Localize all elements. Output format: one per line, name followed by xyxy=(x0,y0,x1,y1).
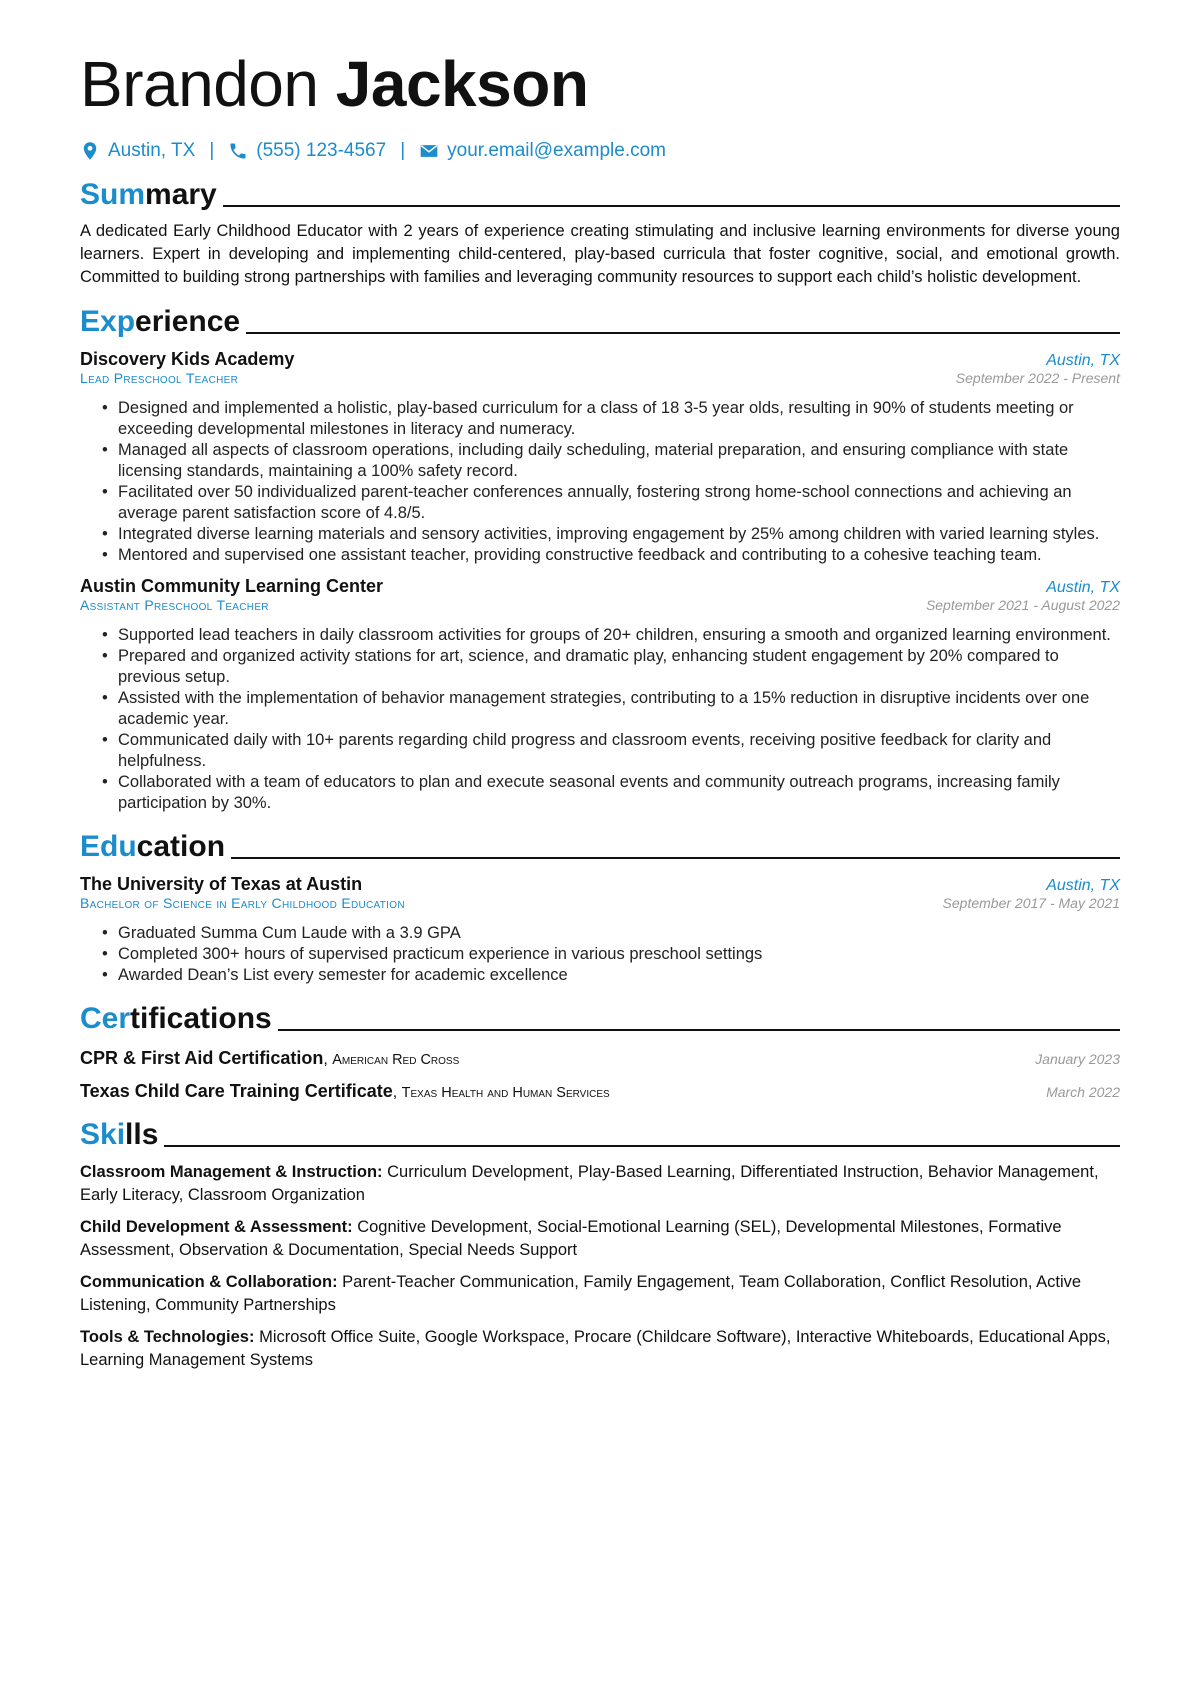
list-item: • Communicated daily with 10+ parents regarding child progress and classroom events, receiving positive feedback for clarity and helpfulness. xyxy=(118,730,1120,772)
candidate-name xyxy=(80,46,1120,122)
school-name: The University of Texas at Austin xyxy=(80,874,363,894)
bullet-list xyxy=(80,625,1120,814)
bullet-list xyxy=(80,923,1120,986)
summary-text: A dedicated Early Childhood Educator with 2 years of experience creating stimulating and inclusive learning environments for diverse young learners. Expert in developing and implementing child-centered, play-based curricula that foster cognitive, social, and emotional growth. Committed to building strong partnerships with families and leveraging community resources to support each child’s holistic development. xyxy=(80,222,1120,286)
section-title: Summary xyxy=(80,178,217,211)
list-item: • Facilitated over 50 individualized parent-teacher conferences annually, fostering strong home-school connections and achieving an average parent satisfaction score of 4.8/5. xyxy=(118,482,1120,524)
certification-issuer: Texas Health and Human Services xyxy=(401,1085,610,1101)
skill-group xyxy=(80,1326,1120,1372)
contact-separator: | xyxy=(400,140,406,161)
section-summary-heading xyxy=(80,172,1120,212)
contact-separator: | xyxy=(209,140,215,161)
skill-group xyxy=(80,1271,1120,1317)
map-pin-icon xyxy=(80,141,100,161)
email-link[interactable]: your.email@example.com xyxy=(447,140,666,161)
phone-text[interactable]: (555) 123-4567 xyxy=(256,140,387,161)
phone-icon xyxy=(228,141,248,161)
section-rule xyxy=(278,1029,1120,1031)
skill-category: Classroom Management & Instruction: xyxy=(80,1163,383,1181)
skill-values: Cognitive Development, Social-Emotional Learning (SEL), Developmental Milestones, Formative Assessment, Observation & Documentation, Special Needs Support xyxy=(80,1218,1062,1259)
skill-category: Child Development & Assessment: xyxy=(80,1218,353,1236)
section-experience-heading xyxy=(80,299,1120,339)
section-skills-heading xyxy=(80,1112,1120,1152)
section-title: Skills xyxy=(80,1118,159,1151)
experience-entry xyxy=(80,349,1120,566)
section-title: Certifications xyxy=(80,1002,272,1035)
entry-location: Austin, TX xyxy=(1046,579,1120,596)
entry-dates: September 2021 - August 2022 xyxy=(925,597,1120,613)
contact-line xyxy=(80,140,1120,162)
skill-category: Communication & Collaboration: xyxy=(80,1273,338,1291)
list-item: • Graduated Summa Cum Laude with a 3.9 GPA xyxy=(118,923,1120,944)
contact-email[interactable] xyxy=(419,140,666,162)
section-title: Experience xyxy=(80,305,241,338)
skill-category: Tools & Technologies: xyxy=(80,1328,255,1346)
skill-group xyxy=(80,1216,1120,1262)
certification-entry xyxy=(80,1081,1120,1102)
list-item: • Mentored and supervised one assistant teacher, providing constructive feedback and contributing to a cohesive teaching team. xyxy=(118,545,1120,566)
certification-issuer: American Red Cross xyxy=(332,1052,460,1068)
entry-dates: September 2017 - May 2021 xyxy=(942,895,1120,911)
job-title: Lead Preschool Teacher xyxy=(80,370,239,386)
list-item: • Prepared and organized activity stations for art, science, and dramatic play, enhancing student engagement by 20% compared to previous setup. xyxy=(118,646,1120,688)
last-name: Jackson xyxy=(335,48,589,120)
job-title: Assistant Preschool Teacher xyxy=(80,597,269,613)
list-item: • Supported lead teachers in daily classroom activities for groups of 20+ children, ensuring a smooth and organized learning environment. xyxy=(118,625,1120,646)
employer-name: Discovery Kids Academy xyxy=(80,349,295,369)
section-rule xyxy=(164,1145,1120,1147)
list-item: • Collaborated with a team of educators to plan and execute seasonal events and community outreach programs, increasing family participation by 30%. xyxy=(118,772,1120,814)
entry-location: Austin, TX xyxy=(1046,877,1120,894)
list-item: • Completed 300+ hours of supervised practicum experience in various preschool settings xyxy=(118,944,1120,965)
education-entry xyxy=(80,874,1120,986)
list-item: • Awarded Dean’s List every semester for academic excellence xyxy=(118,965,1120,986)
certification-date: January 2023 xyxy=(1035,1051,1120,1067)
list-item: • Integrated diverse learning materials and sensory activities, improving engagement by 25% among children with varied learning styles. xyxy=(118,524,1120,545)
skill-values: Microsoft Office Suite, Google Workspace, Procare (Childcare Software), Interactive Whiteboards, Educational Apps, Learning Management Systems xyxy=(80,1328,1111,1369)
bullet-list xyxy=(80,398,1120,566)
first-name: Brandon xyxy=(80,48,319,120)
list-item: • Designed and implemented a holistic, play-based curriculum for a class of 18 3-5 year olds, resulting in 90% of students meeting or exceeding developmental milestones in literacy and numeracy. xyxy=(118,398,1120,440)
contact-location xyxy=(80,140,195,162)
section-title: Education xyxy=(80,830,226,863)
certification-entry xyxy=(80,1048,1120,1069)
section-rule xyxy=(246,332,1120,334)
list-item: • Managed all aspects of classroom operations, including daily scheduling, material preparation, and ensuring compliance with state licensing standards, maintaining a 100% safety record. xyxy=(118,440,1120,482)
certification-date: March 2022 xyxy=(1046,1084,1120,1100)
section-education-heading xyxy=(80,824,1120,864)
certification-separator: , xyxy=(323,1051,333,1068)
envelope-icon xyxy=(419,141,439,161)
certification-separator: , xyxy=(392,1084,402,1101)
contact-phone[interactable] xyxy=(228,140,386,162)
experience-entry xyxy=(80,576,1120,814)
entry-dates: September 2022 - Present xyxy=(955,370,1120,386)
list-item: • Assisted with the implementation of behavior management strategies, contributing to a 15% reduction in disruptive incidents over one academic year. xyxy=(118,688,1120,730)
entry-location: Austin, TX xyxy=(1046,352,1120,369)
section-rule xyxy=(231,857,1120,859)
employer-name: Austin Community Learning Center xyxy=(80,576,384,596)
skill-values: Curriculum Development, Play-Based Learning, Differentiated Instruction, Behavior Management, Early Literacy, Classroom Organization xyxy=(80,1163,1099,1204)
section-rule xyxy=(223,205,1120,207)
location-text: Austin, TX xyxy=(108,140,196,161)
certification-name: CPR & First Aid Certification xyxy=(80,1048,324,1068)
degree-title: Bachelor of Science in Early Childhood Education xyxy=(80,895,405,911)
certification-name: Texas Child Care Training Certificate xyxy=(80,1081,393,1101)
section-certifications-heading xyxy=(80,996,1120,1036)
skill-group xyxy=(80,1161,1120,1207)
skill-values: Parent-Teacher Communication, Family Engagement, Team Collaboration, Conflict Resolution, Active Listening, Community Partnerships xyxy=(80,1273,1082,1314)
